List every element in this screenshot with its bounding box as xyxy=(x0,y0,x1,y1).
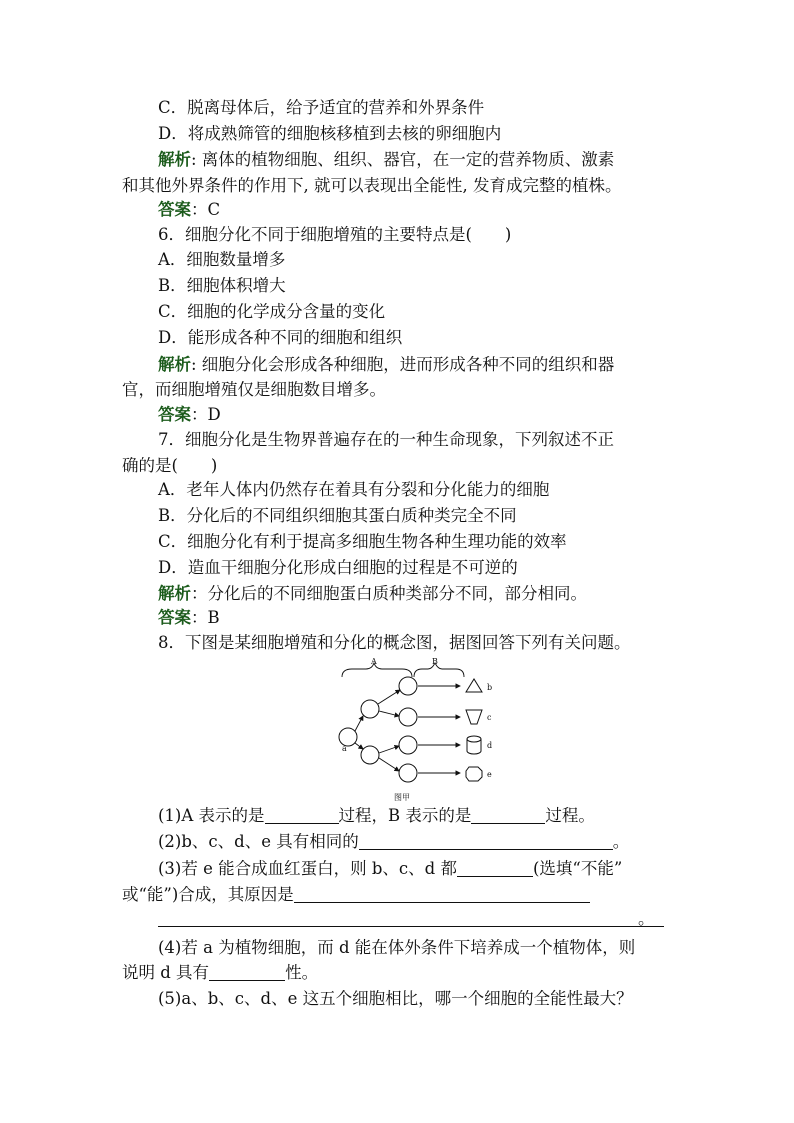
cell-right-3 xyxy=(399,736,417,754)
sub3-end-period: 。 xyxy=(638,909,655,928)
answer-value: ：B xyxy=(191,608,220,627)
q8-sub1 xyxy=(158,805,595,827)
analysis-text: : 细胞分化会形成各种细胞，进而形成各种不同的组织和器 xyxy=(191,355,615,374)
cell-middle-upper xyxy=(361,700,379,718)
q8-sub2 xyxy=(158,831,629,853)
answer-label: 答案 xyxy=(158,200,191,219)
sub2-text-a: (2)b、c、d、e 具有相同的 xyxy=(158,832,359,851)
blank-1b[interactable] xyxy=(471,807,545,824)
q7-stem-line2: 确的是( ) xyxy=(122,456,218,475)
q8-sub4: (4)若 a 为植物细胞，而 d 能在体外条件下培养成一个植物体，则 xyxy=(158,938,636,957)
answer-label: 答案 xyxy=(158,405,191,424)
sub4-text-a: 说明 d 具有 xyxy=(122,963,210,982)
sub3-text-b: (选填“不能” xyxy=(532,859,623,878)
q6-analysis-line1 xyxy=(158,354,614,376)
label-cell-e: e xyxy=(487,770,492,779)
q7-analysis xyxy=(158,583,587,605)
blank-3c-rule[interactable] xyxy=(158,926,664,927)
sub3-text-a: (3)若 e 能合成血红蛋白，则 b、c、d 都 xyxy=(158,859,457,878)
cell-e-octagon xyxy=(466,767,482,781)
sub1-text-a: (1)A 表示的是 xyxy=(158,806,265,825)
q7-option-c: C．细胞分化有利于提高多细胞生物各种生理功能的效率 xyxy=(158,532,567,551)
q8-sub3 xyxy=(158,858,622,880)
answer-label: 答案 xyxy=(158,608,191,627)
answer-value: ：C xyxy=(191,200,221,219)
bracket-b xyxy=(414,663,464,677)
label-b-process: B xyxy=(432,657,438,666)
q8-sub3-line2 xyxy=(122,884,590,906)
q6-option-b: B．细胞体积增大 xyxy=(158,276,286,295)
blank-1a[interactable] xyxy=(265,807,339,824)
answer-value: ：D xyxy=(191,405,221,424)
analysis-label: 解析 xyxy=(158,150,191,169)
label-cell-b: b xyxy=(487,683,493,692)
q5-analysis-line2: 和其他外界条件的作用下, 就可以表现出全能性, 发育成完整的植株。 xyxy=(122,176,622,195)
cell-differentiation-diagram xyxy=(332,655,508,803)
q7-answer xyxy=(158,607,220,629)
cell-middle-lower xyxy=(361,746,379,764)
q8-sub5: (5)a、b、c、d、e 这五个细胞相比，哪一个细胞的全能性最大？ xyxy=(158,989,633,1008)
label-cell-a: a xyxy=(342,744,347,753)
analysis-label: 解析 xyxy=(158,584,191,603)
sub2-text-b: 。 xyxy=(612,832,630,851)
cell-b-triangle xyxy=(466,679,482,692)
label-a-process: A xyxy=(371,657,377,666)
blank-2[interactable] xyxy=(359,833,613,850)
analysis-text: : 离体的植物细胞、组织、器官，在一定的营养物质、激素 xyxy=(191,150,615,169)
q6-analysis-line2: 官，而细胞增殖仅是细胞数目增多。 xyxy=(122,380,386,399)
q6-stem: 6．细胞分化不同于细胞增殖的主要特点是( ) xyxy=(158,225,512,244)
blank-3b[interactable] xyxy=(294,886,590,903)
sub3-text-line2: 或“能”)合成，其原因是 xyxy=(122,885,294,904)
q6-option-c: C．细胞的化学成分含量的变化 xyxy=(158,302,386,321)
q7-option-d: D．造血干细胞分化形成白细胞的过程是不可逆的 xyxy=(158,558,518,577)
blank-4[interactable] xyxy=(209,964,285,981)
blank-3a[interactable] xyxy=(457,860,533,877)
cell-right-2 xyxy=(399,708,417,726)
sub4-text-b: 性。 xyxy=(285,963,319,982)
sub1-text-b: 过程，B 表示的是 xyxy=(338,806,472,825)
q8-sub4-line2 xyxy=(122,962,318,984)
q5-answer xyxy=(158,199,220,221)
analysis-text: ：分化后的不同细胞蛋白质种类部分不同，部分相同。 xyxy=(191,584,587,603)
sub1-text-c: 过程。 xyxy=(545,806,595,825)
cell-c-trapezoid xyxy=(466,710,482,724)
q6-option-a: A．细胞数量增多 xyxy=(158,250,286,269)
bracket-a xyxy=(342,663,412,677)
q5-analysis-line1 xyxy=(158,149,614,171)
label-cell-d: d xyxy=(487,741,493,750)
q6-option-d: D．能形成各种不同的细胞和组织 xyxy=(158,328,403,347)
cell-right-4 xyxy=(399,764,417,782)
cell-d-cylinder xyxy=(467,736,481,754)
q7-option-a: A．老年人体内仍然存在着具有分裂和分化能力的细胞 xyxy=(158,480,550,499)
analysis-label: 解析 xyxy=(158,355,191,374)
cell-right-1 xyxy=(399,677,417,695)
diagram-caption: 图甲 xyxy=(394,793,410,802)
q8-stem: 8．下图是某细胞增殖和分化的概念图，据图回答下列有关问题。 xyxy=(158,633,631,652)
q5-option-d: D．将成熟筛管的细胞核移植到去核的卵细胞内 xyxy=(158,124,502,143)
q6-answer xyxy=(158,404,221,426)
q7-stem-line1: 7．细胞分化是生物界普遍存在的一种生命现象，下列叙述不正 xyxy=(158,430,614,449)
q7-option-b: B．分化后的不同组织细胞其蛋白质种类完全不同 xyxy=(158,506,517,525)
q5-option-c: C．脱离母体后，给予适宜的营养和外界条件 xyxy=(158,98,485,117)
label-cell-c: c xyxy=(487,713,492,722)
